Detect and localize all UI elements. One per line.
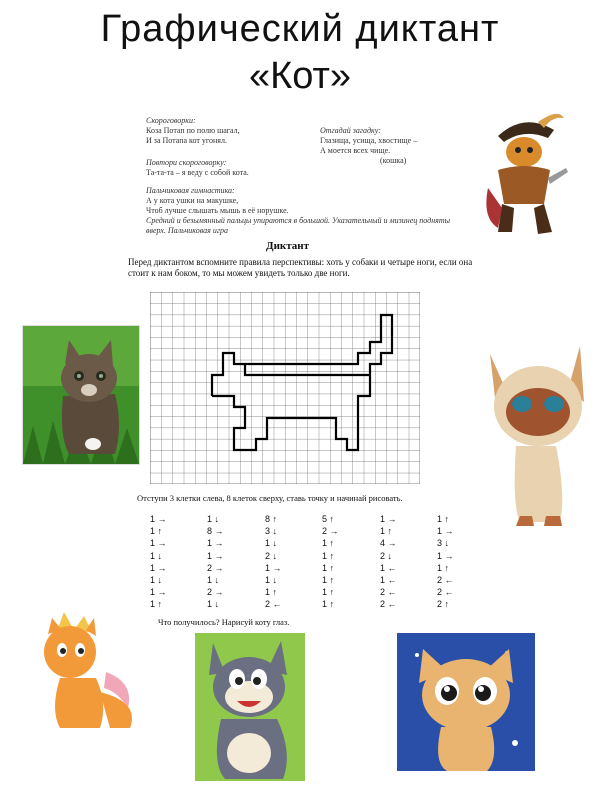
siamese-cartoon-cat-image xyxy=(476,326,600,532)
poem-2-heading: Отгадай загадку: xyxy=(320,126,381,135)
dictation-step: 3 ↓ xyxy=(437,538,450,549)
dictation-step: 1 ← xyxy=(380,562,397,573)
dictation-step: 1 ↑ xyxy=(322,599,335,610)
poem-2-line-2: А моется всех чище. xyxy=(320,146,391,155)
dictation-step: 1 → xyxy=(150,514,167,524)
poem-block-3 xyxy=(146,158,316,178)
dictation-column-4 xyxy=(322,513,339,611)
intro-text: Перед диктантом вспомните правила перспективы: хоть у собаки и четыре ноги, если она стоит к нам боком, то мы можем увидеть только две ноги. xyxy=(128,257,473,278)
dictation-step: 1 ↑ xyxy=(150,599,163,610)
start-instruction: Отступи 3 клетки слева, 8 клеток сверху, ставь точку и начинай рисовать. xyxy=(137,493,403,503)
dictation-step: 1 ← xyxy=(380,575,397,586)
poem-1-line-1: Коза Потап по полю шагал, xyxy=(146,126,240,135)
page-title-line2: «Кот» xyxy=(248,55,352,97)
dictation-step: 1 ↑ xyxy=(437,514,450,524)
dictation-step: 1 ↓ xyxy=(207,599,220,610)
dictation-step: 1 → xyxy=(437,526,454,537)
ginger-kitten-with-crown-image xyxy=(30,612,145,732)
poem-4-line-4: вверх. Пальчиковая игра xyxy=(146,226,228,235)
dictation-step: 1 → xyxy=(207,538,224,549)
kitten-photo xyxy=(22,325,140,465)
dictation-step: 1 ↓ xyxy=(207,514,220,524)
dictation-column-6 xyxy=(437,513,454,611)
dictation-step: 2 ← xyxy=(380,599,397,610)
dictation-step: 1 ↑ xyxy=(437,562,450,573)
dictation-column-5 xyxy=(380,513,397,611)
dictation-column-1 xyxy=(150,513,167,611)
poem-4-line-1: А у кота ушки на макушке, xyxy=(146,196,239,205)
poem-1-line-2: И за Потапа кот угонял. xyxy=(146,136,227,145)
page-title-line1: Графический диктант xyxy=(100,8,500,50)
dictation-step: 1 ↓ xyxy=(265,538,278,549)
poem-block-2 xyxy=(320,126,470,166)
dictation-step: 1 ↑ xyxy=(322,575,335,586)
poem-3-line-1: Та-та-та – я веду с собой кота. xyxy=(146,168,249,177)
dictation-step: 1 → xyxy=(150,562,167,573)
poem-block-1 xyxy=(146,116,316,146)
dictation-step: 4 → xyxy=(380,538,397,549)
dictation-step: 2 ↑ xyxy=(437,599,450,610)
dictation-step: 2 → xyxy=(322,526,339,537)
poem-4-line-2: Чтоб лучше слышать мышь в её норушке. xyxy=(146,206,289,215)
grid-cells xyxy=(150,292,420,484)
poem-block-4 xyxy=(146,186,476,236)
dictation-step: 1 → xyxy=(437,550,454,561)
dictation-step: 1 ↓ xyxy=(265,575,278,586)
poem-1-heading: Скороговорки: xyxy=(146,116,196,125)
dictation-step: 1 ↓ xyxy=(207,575,220,586)
dictation-step: 1 ↑ xyxy=(322,587,335,598)
dictation-step: 2 ← xyxy=(437,575,454,586)
dictation-step: 2 → xyxy=(207,587,224,598)
dictation-step: 2 ← xyxy=(265,599,282,610)
question-text: Что получилось? Нарисуй коту глаз. xyxy=(158,617,290,627)
dictation-column-3 xyxy=(265,513,282,611)
dictation-step: 1 ↑ xyxy=(265,587,278,598)
dictation-step: 1 ↑ xyxy=(150,526,163,537)
dictation-step: 1 ↓ xyxy=(150,550,163,561)
dictation-step: 2 ↓ xyxy=(265,550,278,561)
dictation-step: 2 ← xyxy=(380,587,397,598)
dictation-step: 1 → xyxy=(380,514,397,524)
dictation-step: 1 ↑ xyxy=(322,562,335,573)
dictation-column-2 xyxy=(207,513,224,611)
dictation-step: 2 ← xyxy=(437,587,454,598)
dictation-step: 1 ↑ xyxy=(322,538,335,549)
tom-cat-cartoon-image xyxy=(195,633,305,781)
poem-2-line-1: Глазища, усища, хвостище – xyxy=(320,136,418,145)
dictation-step: 1 ↑ xyxy=(322,550,335,561)
poem-4-line-3: Средний и безымянный пальцы упираются в большой. Указательный и мизинец подняты xyxy=(146,216,451,225)
poem-3-heading: Повтори скороговорку: xyxy=(146,158,227,167)
dictation-step: 1 → xyxy=(150,538,167,549)
dictation-step: 3 ↓ xyxy=(265,526,278,537)
kawaii-kitten-image xyxy=(397,633,535,771)
dictation-step: 8 ↑ xyxy=(265,514,278,524)
dictation-step: 2 → xyxy=(207,562,224,573)
dictation-step: 2 ↓ xyxy=(380,550,393,561)
dictation-step: 1 ↓ xyxy=(150,575,163,586)
dictation-step: 5 ↑ xyxy=(322,514,335,524)
dictation-step: 1 → xyxy=(207,550,224,561)
poem-2-line-3: (кошка) xyxy=(380,156,407,165)
diktant-heading: Диктант xyxy=(266,240,310,252)
drawing-grid xyxy=(150,292,420,484)
puss-in-boots-image xyxy=(478,108,570,240)
poem-4-heading: Пальчиковая гимнастика: xyxy=(146,186,235,195)
dictation-step: 1 → xyxy=(265,562,282,573)
dictation-step: 1 → xyxy=(150,587,167,598)
dictation-step: 8 → xyxy=(207,526,224,537)
dictation-step: 1 ↑ xyxy=(380,526,393,537)
